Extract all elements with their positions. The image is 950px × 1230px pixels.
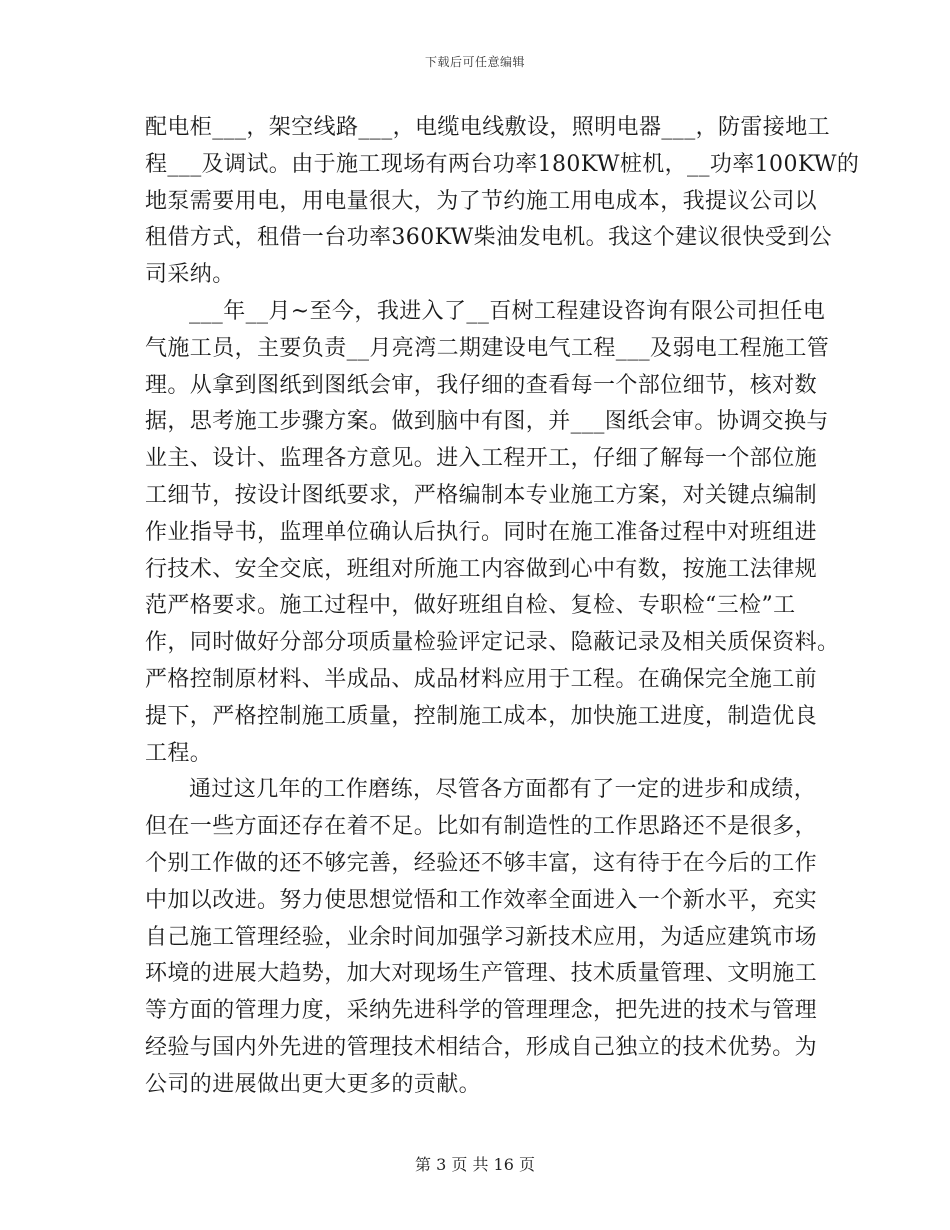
page-header-note: 下载后可任意编辑 [424, 55, 525, 69]
text-line: 工细节，按设计图纸要求，严格编制本专业施工方案，对关键点编制 [145, 482, 818, 508]
text-line: 作业指导书，监理单位确认后执行。同时在施工准备过程中对班组进 [145, 519, 818, 545]
page-number: 第 3 页 共 16 页 [415, 1155, 535, 1174]
text-line-first: 通过这几年的工作磨练，尽管各方面都有了一定的进步和成绩， [189, 777, 817, 803]
paragraph-2 [145, 294, 840, 772]
text-line: 环境的进展大趋势，加大对现场生产管理、技术质量管理、文明施工 [145, 961, 818, 987]
document-body [145, 110, 860, 1104]
text-line: 气施工员，主要负责__月亮湾二期建设电气工程___及弱电工程施工管 [145, 335, 830, 361]
text-line: 地泵需要用电，用电量很大，为了节约施工用电成本，我提议公司以 [145, 188, 818, 214]
text-line: 业主、设计、监理各方意见。进入工程开工，仔细了解每一个部位施 [145, 446, 818, 472]
text-line: 配电柜___，架空线路___，电缆电线敷设，照明电器___，防雷接地工 [145, 115, 831, 140]
text-line-first: ___年__月~至今，我进入了__百树工程建设咨询有限公司担任电 [189, 298, 826, 324]
text-line: 自己施工管理经验，业余时间加强学习新技术应用，为适应建筑市场 [145, 924, 818, 950]
text-line: 租借方式，租借一台功率360KW柴油发电机。我这个建议很快受到公 [145, 225, 833, 251]
text-line: 中加以改进。努力使思想觉悟和工作效率全面进入一个新水平，充实 [145, 887, 818, 913]
text-line: 司采纳。 [145, 262, 235, 288]
text-line: 工程。 [145, 740, 213, 766]
text-line: 理。从拿到图纸到图纸会审，我仔细的查看每一个部位细节，核对数 [145, 372, 818, 398]
text-line: 行技术、安全交底，班组对所施工内容做到心中有数，按施工法律规 [145, 556, 818, 582]
text-line: 等方面的管理力度，采纳先进科学的管理理念，把先进的技术与管理 [145, 998, 818, 1024]
text-line: 据，思考施工步骤方案。做到脑中有图，并___图纸会审。协调交换与 [145, 409, 829, 435]
text-line: 严格控制原材料、半成品、成品材料应用于工程。在确保完全施工前 [145, 666, 818, 692]
text-line: 个别工作做的还不够完善，经验还不够丰富，这有待于在今后的工作 [145, 850, 818, 876]
text-line: 经验与国内外先进的管理技术相结合，形成自己独立的技术优势。为 [145, 1034, 818, 1060]
paragraph-1 [145, 110, 860, 294]
text-line: 公司的进展做出更大更多的贡献。 [145, 1071, 482, 1097]
text-line: 作，同时做好分部分项质量检验评定记录、隐蔽记录及相关质保资料。 [145, 630, 840, 656]
text-line: 程___及调试。由于施工现场有两台功率180KW桩机，__功率100KW的 [145, 151, 860, 177]
text-line: 提下，严格控制施工质量，控制施工成本，加快施工进度，制造优良 [145, 703, 818, 729]
text-line: 但在一些方面还存在着不足。比如有制造性的工作思路还不是很多， [145, 814, 818, 840]
paragraph-3 [145, 772, 818, 1103]
text-line: 范严格要求。施工过程中，做好班组自检、复检、专职检“三检”工 [145, 593, 796, 619]
